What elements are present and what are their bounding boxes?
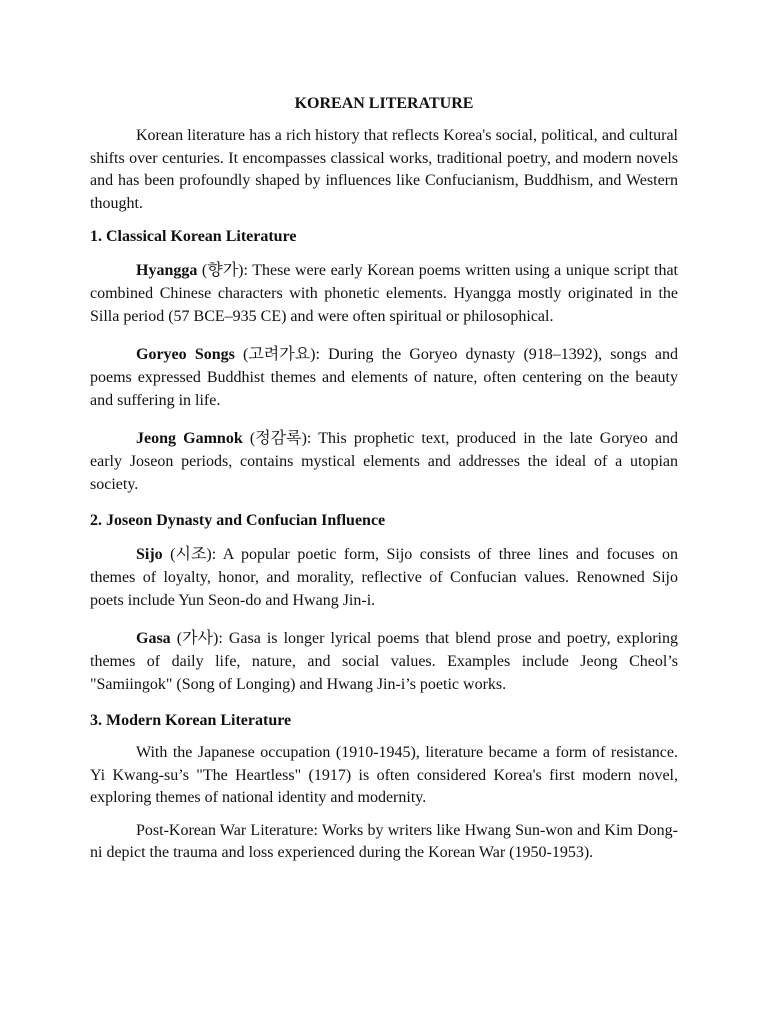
entry-text: ): A popular poetic form, Sijo consists of three lines and focuses on themes of loyalty, honor, and morality, reflective of Confucian values. Renowned Sijo poets include Yun Seon-do and Hwang Jin-i. — [90, 546, 679, 609]
section-heading-classical: 1. Classical Korean Literature — [90, 228, 297, 245]
modern-paragraph-postwar: Post-Korean War Literature: Works by writers like Hwang Sun-won and Kim Dong-ni depict the trauma and loss experienced during the Korean War (1950-1953). — [90, 821, 678, 861]
entry-term: Sijo — [136, 546, 163, 563]
entry-term: Jeong Gamnok — [136, 430, 243, 447]
entry-text: ): Gasa is longer lyrical poems that blend prose and poetry, exploring themes of daily life, nature, and social values. Examples include Jeong Cheol’s "Samiingok" (Song of Longing) and Hwang Jin-i’s poetic works. — [90, 630, 678, 693]
entry-hangul: 시조 — [175, 544, 207, 563]
entry-term: Gasa — [136, 630, 171, 647]
entry-hyangga: Hyangga (향가): These were early Korean poems written using a unique script that combined Chinese characters with phonetic elements. Hyangga mostly originated in the Silla period (57 BCE–935 CE) and were often spiritual or philosophical. — [90, 260, 679, 325]
entry-hangul: 가사 — [182, 628, 213, 647]
document-title: KOREAN LITERATURE — [294, 95, 474, 112]
entry-term: Hyangga — [136, 262, 198, 279]
entry-hangul: 정감록 — [255, 428, 302, 447]
entry-term: Goryeo Songs — [136, 346, 235, 363]
entry-hangul: 향가 — [207, 260, 239, 279]
entry-goryeo-songs: Goryeo Songs (고려가요): During the Goryeo dynasty (918–1392), songs and poems expressed Buddhist themes and elements of nature, often centering on the beauty and suffering in life. — [90, 344, 678, 409]
section-heading-joseon: 2. Joseon Dynasty and Confucian Influence — [90, 512, 386, 529]
entry-gasa: Gasa (가사): Gasa is longer lyrical poems that blend prose and poetry, exploring themes of daily life, nature, and social values. Examples include Jeong Cheol’s "Samiingok" (Song of Longing) and Hwang Jin-i’s poetic works. — [90, 628, 678, 693]
entry-text: ): This prophetic text, produced in the late Goryeo and early Joseon periods, contains mystical elements and addresses the ideal of a utopian society. — [90, 430, 679, 493]
modern-paragraph-occupation: With the Japanese occupation (1910-1945), literature became a form of resistance. Yi Kwang-su’s "The Heartless" (1917) is often considered Korea's first modern novel, exploring themes of national identity and modernity. — [90, 744, 678, 806]
entry-sijo: Sijo (시조): A popular poetic form, Sijo consists of three lines and focuses on themes of loyalty, honor, and morality, reflective of Confucian values. Renowned Sijo poets include Yun Seon-do and Hwang Jin-i. — [90, 544, 679, 609]
intro-paragraph: Korean literature has a rich history that reflects Korea's social, political, and cultural shifts over centuries. It encompasses classical works, traditional poetry, and modern novels and has been profoundly shaped by influences like Confucianism, Buddhism, and Western thought. — [90, 127, 678, 212]
section-heading-modern: 3. Modern Korean Literature — [90, 712, 292, 729]
entry-text: ): During the Goryeo dynasty (918–1392), songs and poems expressed Buddhist themes and elements of nature, often centering on the beauty and suffering in life. — [90, 346, 678, 409]
entry-text: ): These were early Korean poems written using a unique script that combined Chinese characters with phonetic elements. Hyangga mostly originated in the Silla period (57 BCE–935 CE) and were often spiritual or philosophical. — [90, 262, 679, 325]
entry-hangul: 고려가요 — [248, 344, 311, 363]
entry-jeong-gamnok: Jeong Gamnok (정감록): This prophetic text, produced in the late Goryeo and early Joseon periods, contains mystical elements and addresses the ideal of a utopian society. — [90, 428, 679, 493]
